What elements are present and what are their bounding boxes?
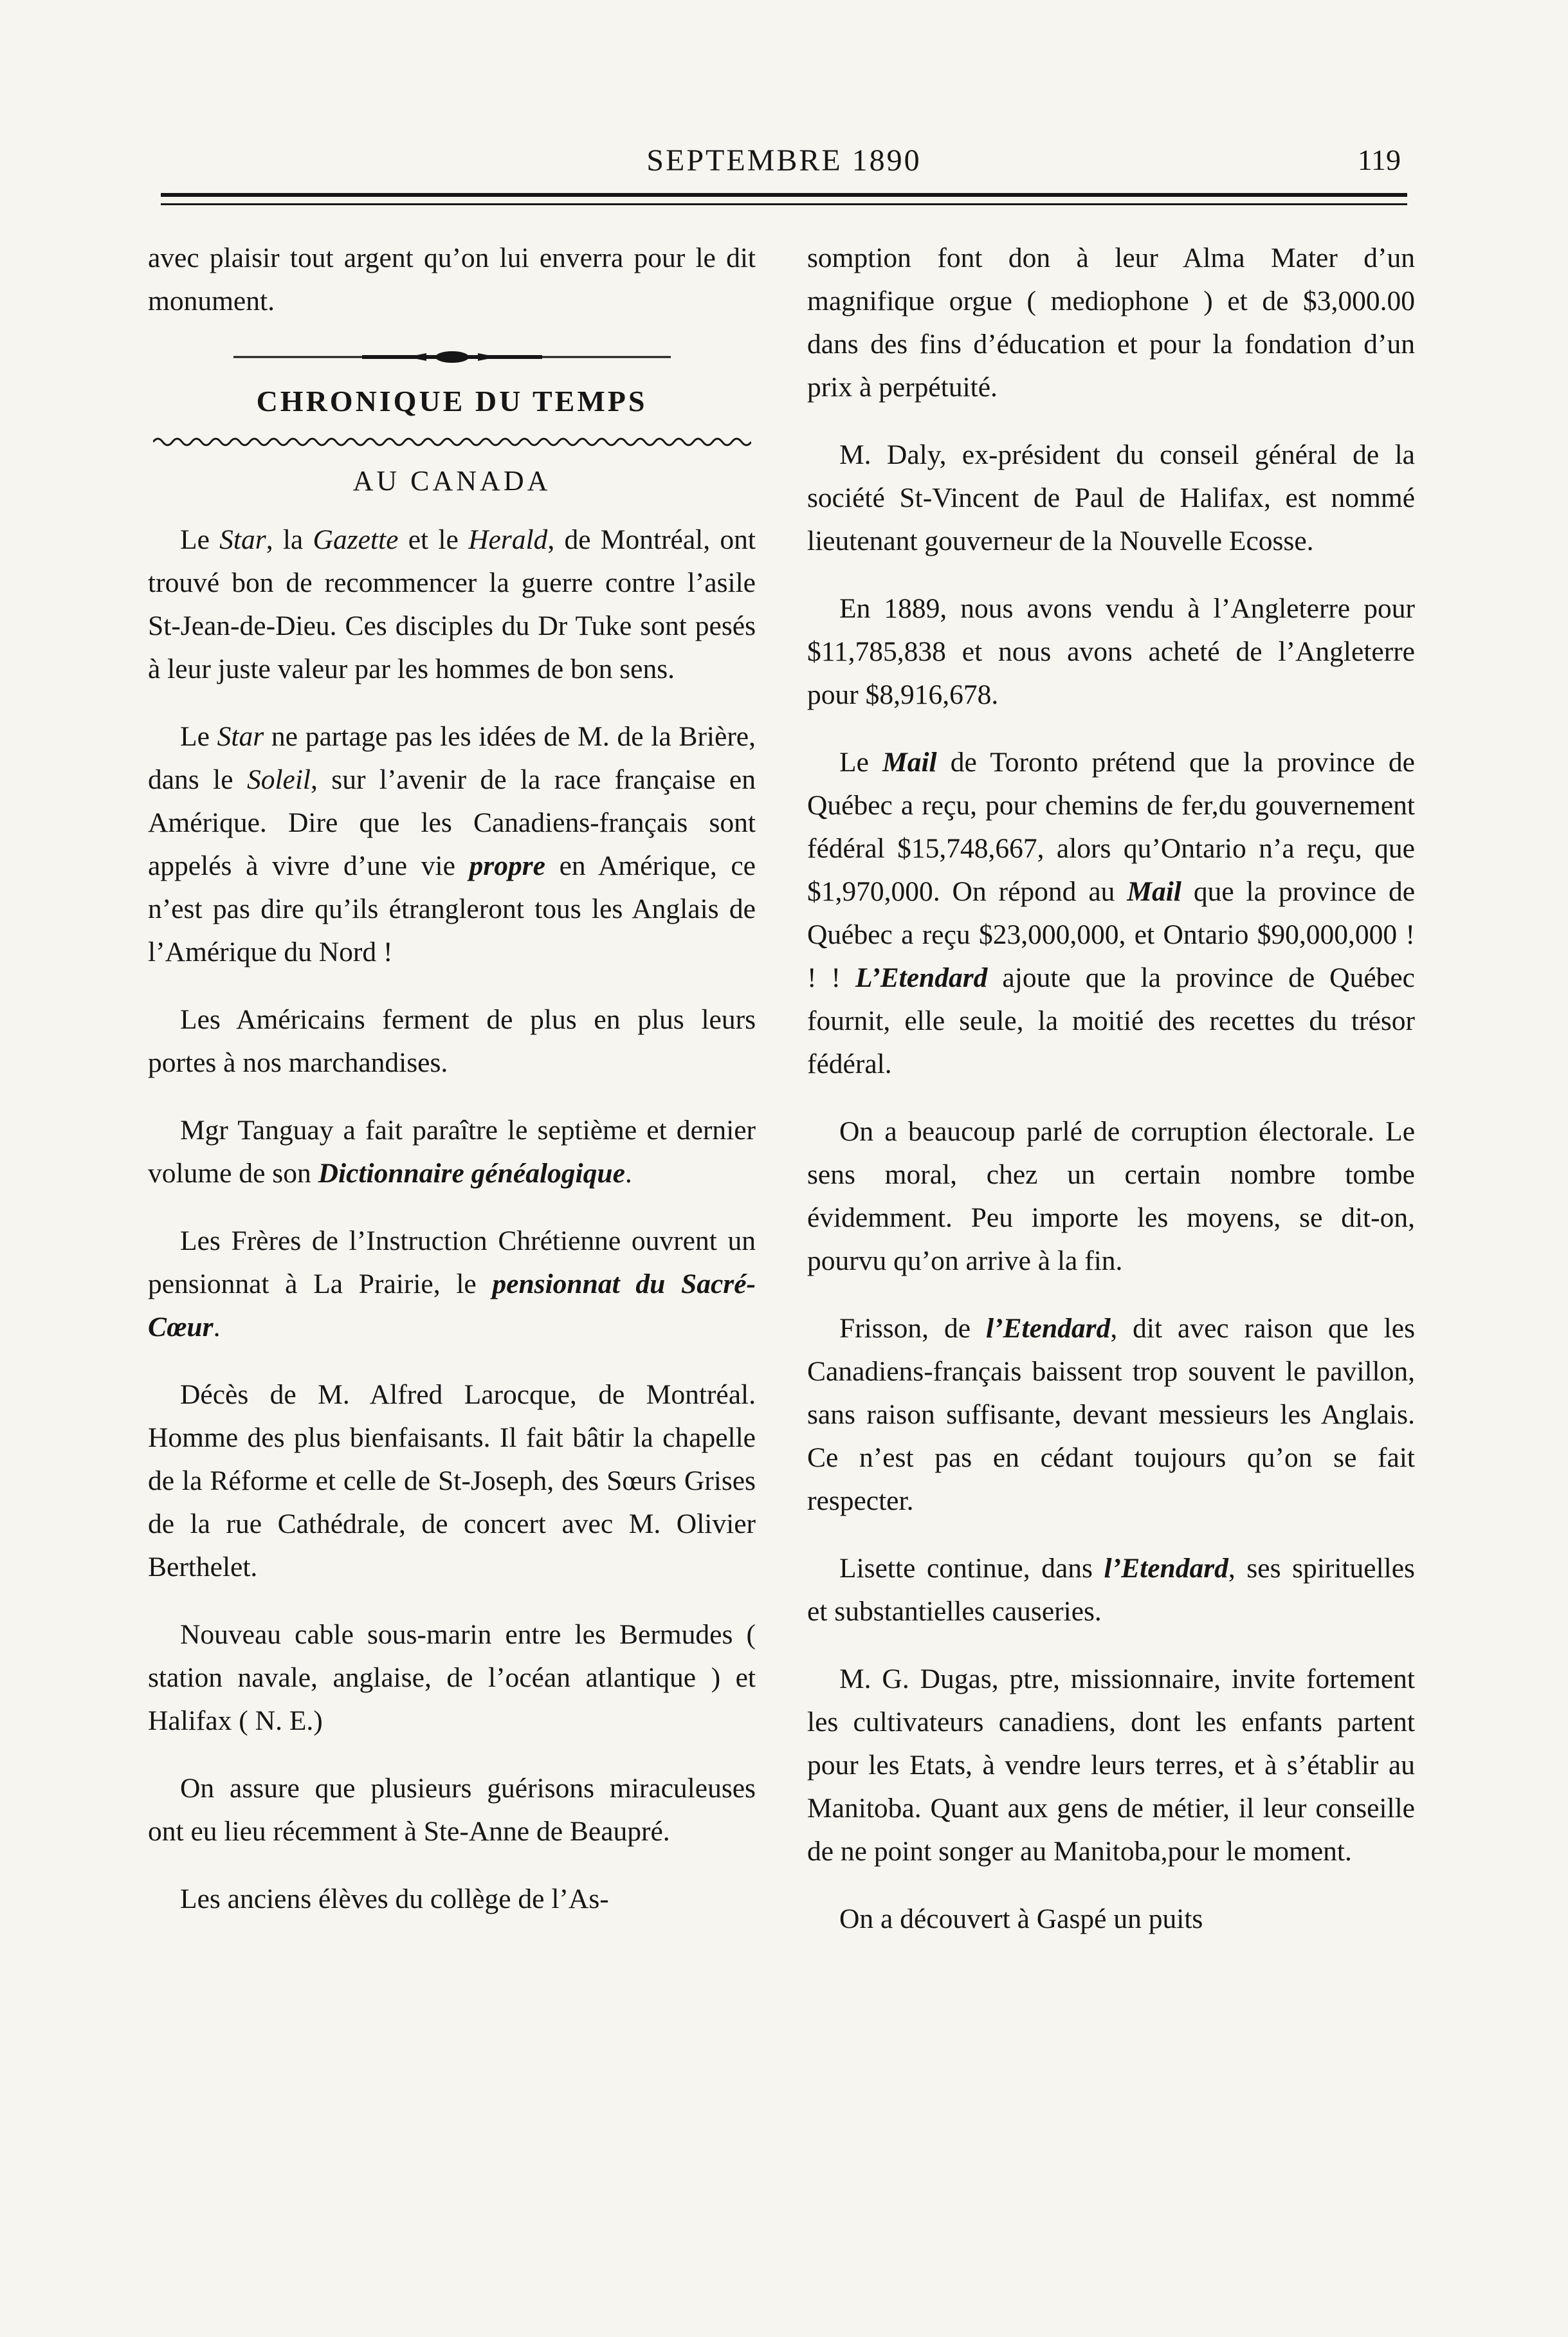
paragraph: On assure que plusieurs guérisons miraculeuses ont eu lieu récemment à Ste-Anne de Beaupré. [148,1773,756,1847]
paragraph: Le Star, la Gazette et le Herald, de Montréal, ont trouvé bon de recommencer la guerre contre l’asile St-Jean-de-Dieu. Ces disciples du Dr Tuke sont pesés à leur juste valeur par les hommes de bon sens. [148,524,756,684]
newspaper-name: Gazette [313,524,399,555]
paragraph: M. G. Dugas, ptre, missionnaire, invite fortement les cultivateurs canadiens, dont les enfants partent pour les Etats, à vendre leurs terres, et à s’établir au Manitoba. Quant aux gens de métier, il leur conseille de ne point songer au Manitoba,pour le moment. [807,1663,1415,1867]
newspaper-name: Star [217,721,264,752]
paragraph: Les anciens élèves du collège de l’As- [180,1883,609,1914]
newspaper-name: l’Etendard [985,1313,1111,1344]
newspaper-name: l’Etendard [1104,1553,1228,1584]
right-column [807,237,1415,1965]
newspaper-name: Star [219,524,266,555]
page-number: 119 [1357,143,1401,176]
left-column [148,237,756,1945]
paragraph: Lisette continue, dans l’Etendard, ses spirituelles et substantielles causeries. [807,1553,1415,1627]
paragraph: Le Star ne partage pas les idées de M. de la Brière, dans le Soleil, sur l’avenir de la race française en Amérique. Dire que les Canadiens-français sont appelés à vivre d’une vie propre en Amérique, ce n’est pas dire qu’ils étrangleront tous les Anglais de l’Amérique du Nord ! [148,721,756,967]
paragraph: Décès de M. Alfred Larocque, de Montréal. Homme des plus bienfaisants. Il fait bâtir la chapelle de la Réforme et celle de St-Joseph, des Sœurs Grises de la rue Cathédrale, de concert avec M. Olivier Berthelet. [148,1379,756,1582]
emphasis: propre [469,850,545,881]
header-rule-thick [161,193,1407,197]
subsection-title: AU CANADA [352,465,551,497]
running-title: SEPTEMBRE 1890 [646,143,922,178]
section-title: CHRONIQUE DU TEMPS [256,385,648,417]
paragraph: Le Mail de Toronto prétend que la province de Québec a reçu, pour chemins de fer,du gouvernement fédéral $15,748,667, alors qu’Ontario n’a reçu, que $1,970,000. On répond au Mail que la province de Québec a reçu $23,000,000, et Ontario $90,000,000 ! ! ! L’Etendard ajoute que la province de Québec fournit, elle seule, la moitié des recettes du trésor fédéral. [807,747,1415,1079]
page-header [161,143,1407,188]
paragraph: On a beaucoup parlé de corruption électorale. Le sens moral, chez un certain nombre tombe évidemment. Peu importe les moyens, se dit-on, pourvu qu’on arrive à la fin. [807,1116,1415,1276]
paragraph: En 1889, nous avons vendu à l’Angleterre pour $11,785,838 et nous avons acheté de l’Angleterre pour $8,916,678. [807,593,1415,710]
paragraph: Les Américains ferment de plus en plus leurs portes à nos marchandises. [148,1004,756,1078]
paragraph-continuation: somption font don à leur Alma Mater d’un magnifique orgue ( mediophone ) et de $3,000.00 dans des fins d’éducation et pour la fondation d’un prix à perpétuité. [807,243,1415,403]
newspaper-name: Mail [882,747,937,778]
newspaper-name: Soleil [246,764,311,795]
paragraph: On a découvert à Gaspé un puits [839,1903,1203,1934]
paragraph: Nouveau cable sous-marin entre les Bermudes ( station navale, anglaise, de l’océan atlantique ) et Halifax ( N. E.) [148,1619,756,1736]
paragraph: Frisson, de l’Etendard, dit avec raison que les Canadiens-français baissent trop souvent le pavillon, sans raison suffisante, devant messieurs les Anglais. Ce n’est pas en cédant toujours qu’on se fait respecter. [807,1313,1415,1516]
emphasis: pensionnat du Sacré-Cœur [148,1269,756,1343]
paragraph-continuation: avec plaisir tout argent qu’on lui enverra pour le dit monument. [148,243,756,316]
paragraph: Les Frères de l’Instruction Chrétienne ouvrent un pensionnat à La Prairie, le pensionnat du Sacré-Cœur. [148,1225,756,1343]
section-divider-ornament [233,347,671,367]
wavy-rule [153,434,751,450]
newspaper-name: Mail [1127,876,1181,907]
header-rule-thin [161,203,1407,205]
book-title: Dictionnaire généalogique [318,1158,625,1189]
newspaper-name: Herald [468,524,548,555]
paragraph: Mgr Tanguay a fait paraître le septième et dernier volume de son Dictionnaire généalogique. [148,1115,756,1189]
newspaper-name: L’Etendard [855,962,988,993]
paragraph: M. Daly, ex-président du conseil général de la société St-Vincent de Paul de Halifax, est nommé lieutenant gouverneur de la Nouvelle Ecosse. [807,439,1415,556]
